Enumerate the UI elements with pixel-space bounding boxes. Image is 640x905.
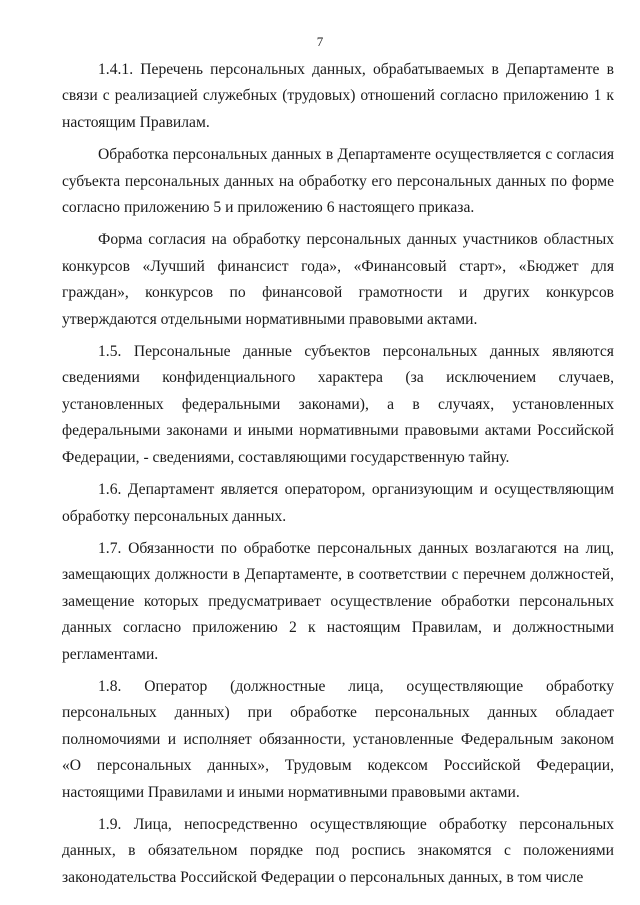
paragraph-1-7: 1.7. Обязанности по обработке персональных данных возлагаются на лиц, замещающих должности в Департаменте, в соответствии с перечнем должностей, замещение которых предусматривает осуществление обработки персональных данных согласно приложению 2 к настоящим Правилам, и должностными регламентами. xyxy=(62,539,614,663)
paragraph-consent-processing: Обработка персональных данных в Департаменте осуществляется с согласия субъекта персональных данных на обработку его персональных данных по форме согласно приложению 5 и приложению 6 настоящего приказа. xyxy=(62,146,614,217)
paragraph-1-8: 1.8. Оператор (должностные лица, осуществляющие обработку персональных данных) при обработке персональных данных обладает полномочиями и исполняет обязанности, установленные Федеральным законом «О персональных данных», Трудовым кодексом Российской Федерации, настоящими Правилами и иными нормативными правовыми актами. xyxy=(62,677,614,801)
paragraph-1-9: 1.9. Лица, непосредственно осуществляющие обработку персональных данных, в обязательном порядке под роспись знакомятся с положениями законодательства Российской Федерации о персональных данных, в том числе xyxy=(62,815,614,886)
paragraph-consent-form: Форма согласия на обработку персональных данных участников областных конкурсов «Лучший финансист года», «Финансовый старт», «Бюджет для граждан», конкурсов по финансовой грамотности и других конкурсов утверждаются отдельными нормативными правовыми актами. xyxy=(62,231,614,328)
document-body xyxy=(62,57,614,891)
page-number: 7 xyxy=(316,34,324,49)
paragraph-1-6: 1.6. Департамент является оператором, организующим и осуществляющим обработку персональных данных. xyxy=(62,481,614,525)
paragraph-1-4-1: 1.4.1. Перечень персональных данных, обрабатываемых в Департаменте в связи с реализацией служебных (трудовых) отношений согласно приложению 1 к настоящим Правилам. xyxy=(62,61,614,131)
paragraph-1-5: 1.5. Персональные данные субъектов персональных данных являются сведениями конфиденциального характера (за исключением случаев, установленных федеральными законами), а в случаях, установленных федеральными законами и иными нормативными правовыми актами Российской Федерации, - сведениями, составляющими государственную тайну. xyxy=(62,343,614,466)
